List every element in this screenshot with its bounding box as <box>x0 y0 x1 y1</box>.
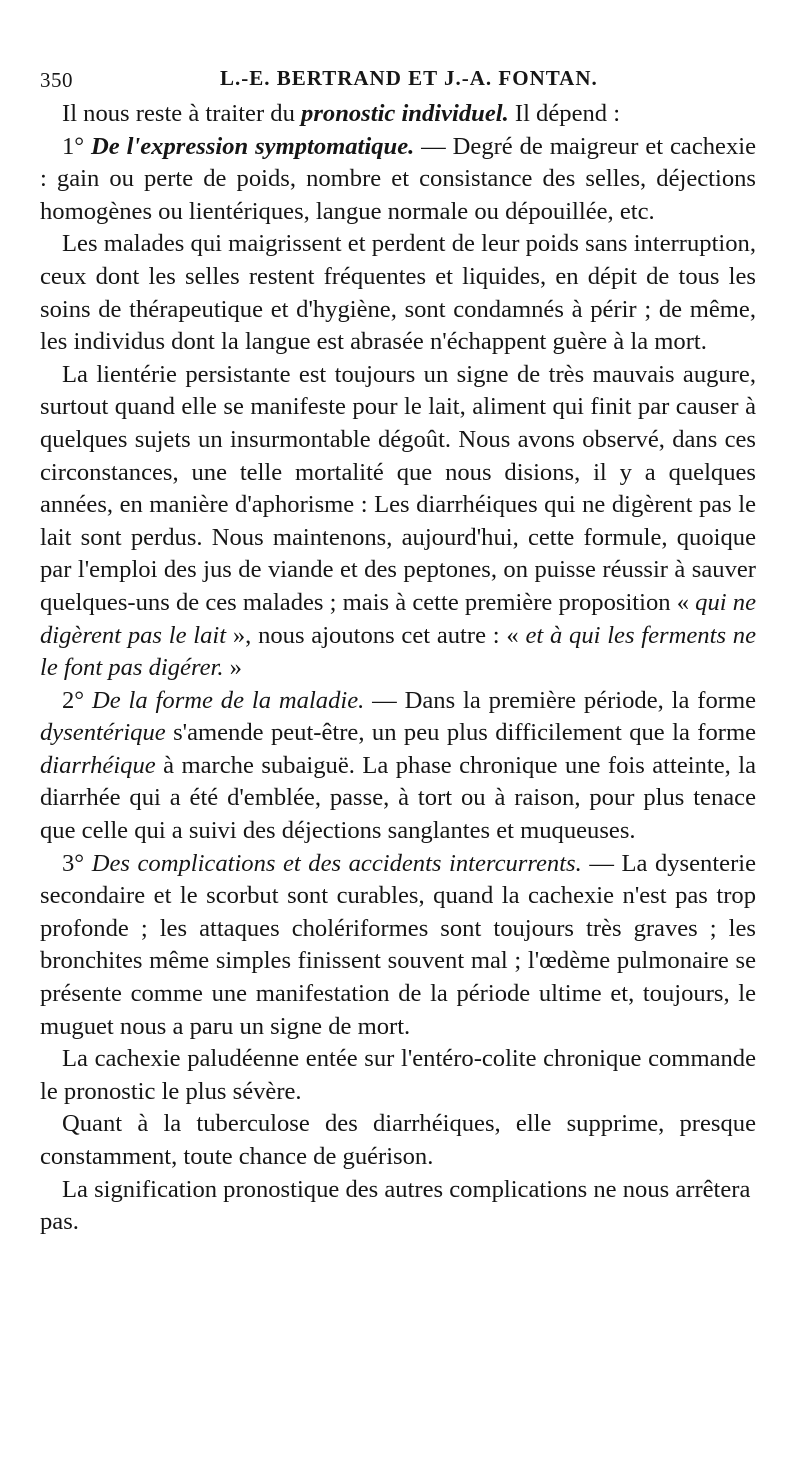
emphasis-run: Des complications et des accidents intercurrents. <box>91 849 582 877</box>
paragraph <box>40 131 756 229</box>
body-text <box>40 98 756 1239</box>
emphasis-run: dysentérique <box>40 719 166 747</box>
text-run: La signification pronostique des autres complications ne nous arrêtera pas. <box>40 1175 751 1236</box>
text-run: » <box>223 654 242 682</box>
emphasis-run: diarrhéique <box>40 751 156 779</box>
text-run: 2° <box>62 686 93 714</box>
text-run: La lientérie persistante est toujours un signe de très mauvais augure, surtout quand elle se manifeste pour le lait, aliment qui finit par causer à quelques sujets un insurmontable dégoût. Nous avons observé, dans ces circonstances, une telle mortalité que nous disions, il y a quelques années, en manière d'aphorisme : Les diarrhéiques qui ne digèrent pas le lait sont perdus. Nous maintenons, aujourd'hui, cette formule, quoique par l'emploi des jus de viande et des peptones, on puisse réussir à sauver quelques-uns de ces malades ; mais à cette première proposition « <box>40 360 756 616</box>
paragraph <box>40 359 756 685</box>
paragraph <box>40 98 756 131</box>
text-run: Les malades qui maigrissent et perdent de leur poids sans interruption, ceux dont les selles restent fréquentes et liquides, en dépit de tous les soins de thérapeutique et d'hygiène, sont condamnés à périr ; de même, les individus dont la langue est abrasée n'échappent guère à la mort. <box>40 230 756 356</box>
page-number: 350 <box>40 68 73 92</box>
text-run: — Dans la première période, la forme <box>364 686 757 714</box>
paragraph <box>40 685 756 848</box>
page-header <box>40 58 756 98</box>
text-run: — La dysenterie secondaire et le scorbut sont curables, quand la cachexie n'est pas trop profonde ; les attaques cholériformes sont toujours très graves ; les bronchites même simples finissent souvent mal ; l'œdème pulmonaire se présente comme une manifestation de la période ultime et, toujours, le muguet nous a paru un signe de mort. <box>40 849 757 1040</box>
text-run: Quant à la tuberculose des diarrhéiques, elle supprime, presque constamment, toute chance de guérison. <box>40 1110 756 1170</box>
text-run: Il dépend : <box>508 100 621 127</box>
paragraph <box>40 228 756 358</box>
paragraph <box>40 1108 756 1173</box>
emphasis-run: et à qui les ferments ne le font pas digérer. <box>40 621 756 682</box>
emphasis-run: qui ne digèrent pas le lait <box>40 588 756 649</box>
text-run: 1° <box>62 132 92 160</box>
emphasis-run: De la forme de la maladie. <box>92 686 365 714</box>
emphasis-run: pronostic individuel. <box>301 100 509 127</box>
text-run: Il nous reste à traiter du <box>62 100 302 127</box>
text-run: La cachexie paludéenne entée sur l'entéro-colite chronique commande le pronostic le plus sévère. <box>40 1045 756 1105</box>
emphasis-run: De l'expression symptomatique. <box>91 132 415 160</box>
text-run: s'amende peut-être, un peu plus difficilement que la forme <box>165 719 756 747</box>
text-run: — Degré de maigreur et cachexie : gain ou perte de poids, nombre et consistance des selles, déjections homogènes ou lientériques, langue normale ou dépouillée, etc. <box>40 132 757 225</box>
paragraph <box>40 1174 756 1239</box>
paragraph <box>40 848 756 1044</box>
book-page <box>40 58 756 1239</box>
text-run: à marche subaiguë. La phase chronique une fois atteinte, la diarrhée qui a été d'emblée, passe, à tort ou à raison, pour plus tenace que celle qui a suivi des déjections sanglantes et muqueuses. <box>40 751 756 845</box>
paragraph <box>40 1043 756 1108</box>
text-run: », nous ajoutons cet autre : « <box>226 621 526 649</box>
text-run: 3° <box>62 849 92 877</box>
running-head: L.-E. BERTRAND ET J.-A. FONTAN. <box>220 66 598 90</box>
